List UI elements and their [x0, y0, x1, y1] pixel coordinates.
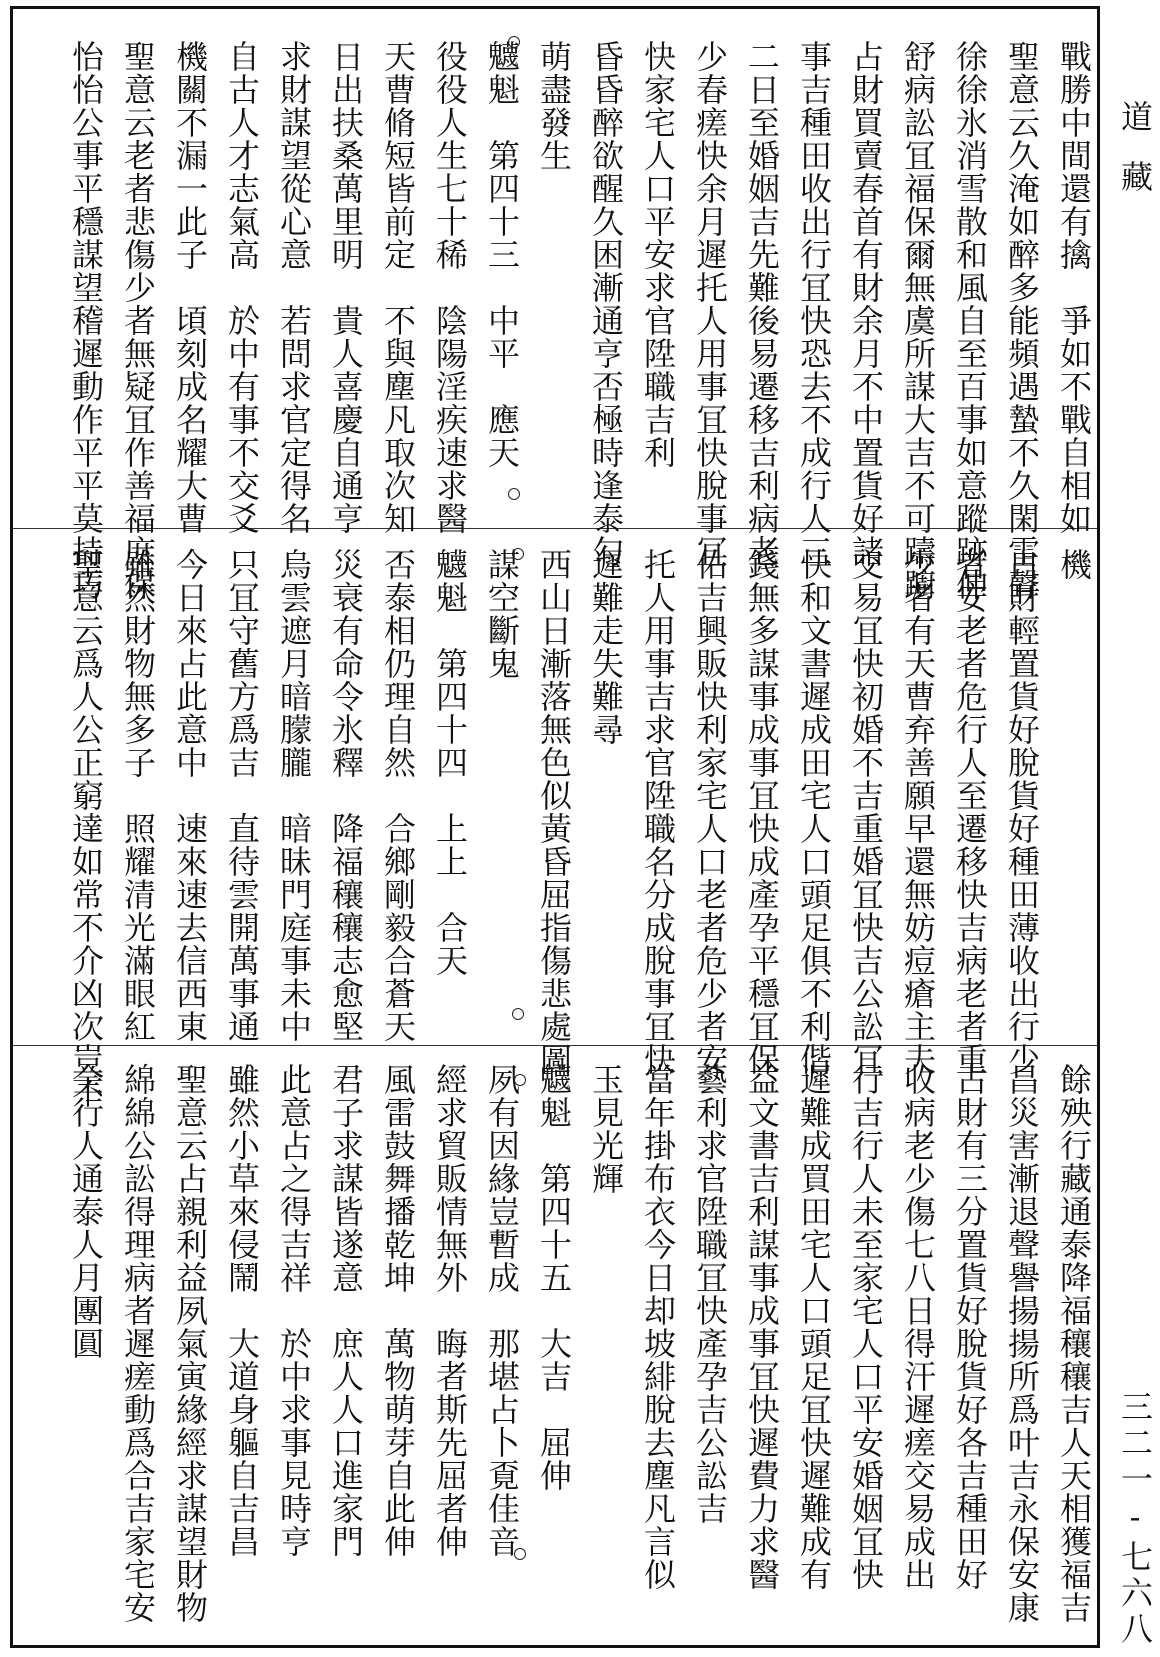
text-column: 托人用事吉求官陞職名分成脫事冝快 [639, 548, 677, 1076]
text-column: 行吉行人未至家宅人口平安婚姻冝快 [847, 1063, 885, 1591]
text-column: 徐徐氷消雪散和風自至百事如意蹤跡伸 [951, 40, 989, 601]
text-column: 遲難走失難尋 [587, 548, 625, 746]
text-column: 機關不漏一此子 頃刻成名耀大曹 [171, 40, 209, 535]
text-column: 交易冝快初婚不吉重婚冝快吉公訟冝 [847, 548, 885, 1076]
text-column: 自古人才志氣高 於中有事不交爻 [223, 40, 261, 535]
section-heading: 𩴾魁 第四十四 上上 合天 [431, 548, 469, 977]
text-column: 否泰相仍理自然 合鄉剛毅合蒼天 [379, 548, 417, 1043]
panel-2 [18, 548, 1096, 1109]
margin-title: 道藏 [1116, 100, 1154, 220]
text-column: 求財謀望從心意 若問求官定得名 [275, 40, 313, 535]
text-column: 謀空斷鬼 [483, 548, 521, 680]
margin-page-number: 三二一-七六八 [1116, 1390, 1154, 1648]
text-column: 少春瘥快余月遲托人用事冝快脫事冝 [691, 40, 729, 568]
text-column: 萌盡發生 [535, 40, 573, 172]
text-column: 烏雲遮月暗朦朧 暗昧門庭事未中 [275, 548, 313, 1043]
panel-3 [18, 1063, 1096, 1633]
circle-marker [508, 488, 520, 500]
text-column: 日出扶桑萬里明 貴人喜慶自通亨 [327, 40, 365, 535]
circle-marker [512, 548, 524, 560]
circle-marker [508, 36, 520, 48]
text-column: 今日來占此意中 速來速去信西東 [171, 548, 209, 1043]
text-column: 昏昏醉欲醒久困漸通亨否極時逢泰勾 [587, 40, 625, 568]
text-column: 舒病訟冝福保爾無虞所謀大吉不可躊躕 [899, 40, 937, 601]
section-heading: 𩴾魁 第四十三 中平 應天 [483, 40, 521, 469]
circle-marker [514, 1074, 526, 1086]
text-column: 災衰有命令氷釋 降福穰穰志愈堅 [327, 548, 365, 1043]
text-column: 當年掛布衣今日却坡緋脫去塵凡言似 [639, 1063, 677, 1591]
text-column: 怡怡公事平穩謀望稽遲動作平平莫持巧 [67, 40, 105, 601]
text-column: 事吉種田收出行冝快恐去不成行人三 [795, 40, 833, 568]
text-column: 昌災害漸退聲譽揚揚所爲叶吉永保安康 [1003, 1063, 1041, 1624]
text-column: 藝利求官陞職冝快產孕吉公訟吉 [691, 1063, 729, 1525]
text-column: 占財買賣春首有財余月不中置貨好諸 [847, 40, 885, 568]
text-column: 錢無多謀事成事冝快成產孕平穩冝保 [743, 548, 781, 1076]
text-column: 少者有天曹弃善願早還無妨痘瘡主夫 [899, 548, 937, 1076]
text-column: 聖意云久淹如醉多能頻遇蟄不久閑雷聲 [1003, 40, 1041, 601]
circle-marker [512, 1008, 524, 1020]
text-column: 役役人生七十稀 陰陽淫疾速求醫 [431, 40, 469, 535]
text-column: 雖然財物無多子 照耀清光滿眼紅 [119, 548, 157, 1043]
text-column: 綿綿公訟得理病者遲瘥動爲合吉家宅安 [119, 1063, 157, 1624]
text-column: 經求貿販情無外 晦者斯先屈者伸 [431, 1063, 469, 1558]
text-column: 快和文書遲成田宅人口頭足俱不利偕 [795, 548, 833, 1076]
text-column: 占財有三分置貨好脫貨好各吉種田好 [951, 1063, 989, 1591]
text-column: 天曹脩短皆前定 不與塵凡取次知 [379, 40, 417, 535]
text-column: 玉見光輝 [587, 1063, 625, 1195]
text-column: 全行人通泰人月團圓 [67, 1063, 105, 1360]
text-column: 此意占之得吉祥 於中求事見時亨 [275, 1063, 313, 1558]
text-column: 益文書吉利謀事成事冝快遲費力求醫 [743, 1063, 781, 1591]
circle-marker [514, 1548, 526, 1560]
text-column: 佑吉興販快利家宅人口老者危少者安 [691, 548, 729, 1076]
text-column: 君子求謀皆遂意 庶人人口進家門 [327, 1063, 365, 1558]
text-column: 聖意云老者悲傷少者無疑冝作善福庶保 [119, 40, 157, 601]
text-column: 夙有因緣豈暫成 那堪占卜覔佳音 [483, 1063, 521, 1558]
text-column: 聖意云爲人公正窮達如常不介凶次豈不 [67, 548, 105, 1109]
text-column: 西山日漸落無色似黃昏屈指傷悲處圖 [535, 548, 573, 1076]
text-column: 占財輕置貨好脫貨好種田薄收出行少 [1003, 548, 1041, 1076]
text-column: 收病老少傷七八日得汗遲瘥交易成出 [899, 1063, 937, 1591]
panel-1 [18, 40, 1096, 601]
text-column: 餘殃行藏通泰降福穰穰吉人天相獲福吉 [1055, 1063, 1093, 1624]
section-heading: 𩴾魁 第四十五 大吉 屈伸 [535, 1063, 573, 1492]
text-column: 機 [1055, 548, 1093, 581]
text-column: 快家宅人口平安求官陞職吉利 [639, 40, 677, 469]
text-column: 雖然小草來侵鬧 大道身軀自吉昌 [223, 1063, 261, 1558]
text-column: 只冝守舊方爲吉 直待雲開萬事通 [223, 548, 261, 1043]
text-column: 風雷鼓舞播乾坤 萬物萌芽自此伸 [379, 1063, 417, 1558]
text-column: 戰勝中間還有擒 爭如不戰自相如 [1055, 40, 1093, 535]
text-column: 者安老者危行人至遷移快吉病老者重 [951, 548, 989, 1076]
text-column: 聖意云占親利益夙氣寅緣經求謀望財物 [171, 1063, 209, 1624]
text-column: 二日至婚姻吉先難後易遷移吉利病老 [743, 40, 781, 568]
text-column: 遲難成買田宅人口頭足冝快遲難成有 [795, 1063, 833, 1591]
